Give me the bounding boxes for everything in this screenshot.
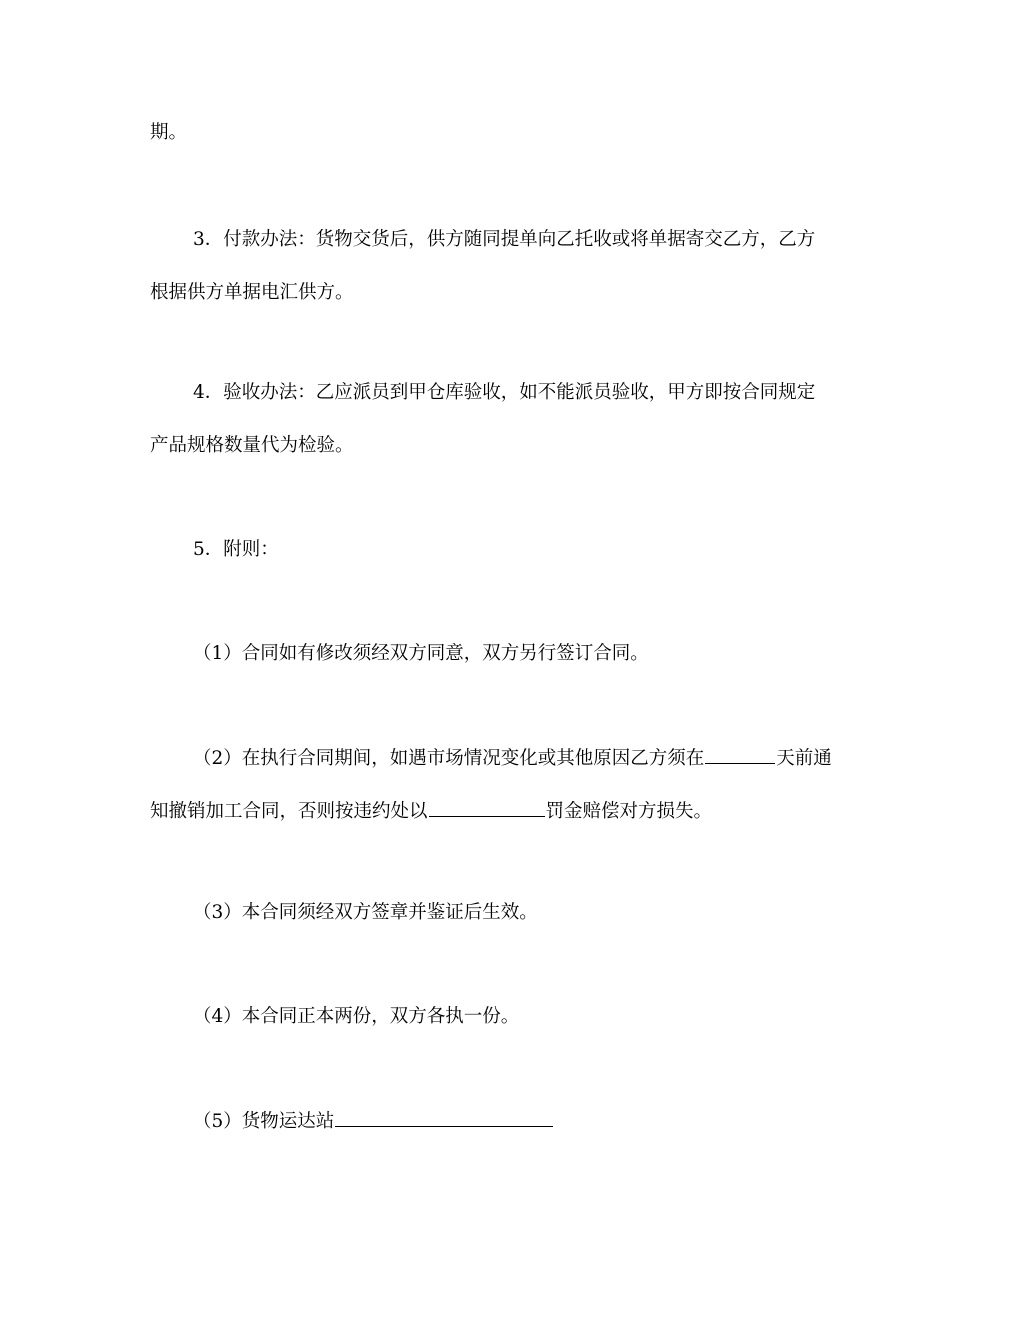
clause-5 — [193, 1108, 554, 1134]
clause-4: （4）本合同正本两份，双方各执一份。 — [193, 1006, 520, 1027]
clause-1: （1）合同如有修改须经双方同意，双方另行签订合同。 — [193, 643, 649, 664]
item-4-line-1: 4．验收办法：乙应派员到甲仓库验收，如不能派员验收，甲方即按合同规定 — [193, 382, 816, 403]
days-blank — [705, 745, 775, 764]
clause-2-line-1 — [193, 745, 832, 771]
item-3-line-1: 3．付款办法：货物交货后，供方随同提单向乙托收或将单据寄交乙方，乙方 — [193, 229, 816, 250]
clause-2-text-d: 罚金赔偿对方损失。 — [545, 801, 713, 822]
item-3-line-2: 根据供方单据电汇供方。 — [150, 282, 354, 303]
item-4-line-2: 产品规格数量代为检验。 — [150, 435, 354, 456]
item-5-heading: 5．附则： — [193, 539, 279, 560]
penalty-blank — [429, 798, 545, 817]
clause-2-text-c: 知撤销加工合同，否则按违约处以 — [150, 801, 428, 822]
destination-station-blank — [335, 1108, 553, 1127]
clause-5-label: （5）货物运达站 — [193, 1111, 335, 1132]
clause-2-text-b: 天前通 — [776, 748, 832, 769]
clause-2-text-a: （2）在执行合同期间，如遇市场情况变化或其他原因乙方须在 — [193, 748, 705, 769]
clause-2-line-2 — [150, 798, 712, 824]
clause-3: （3）本合同须经双方签章并鉴证后生效。 — [193, 902, 538, 923]
carryover-text: 期。 — [150, 122, 188, 143]
